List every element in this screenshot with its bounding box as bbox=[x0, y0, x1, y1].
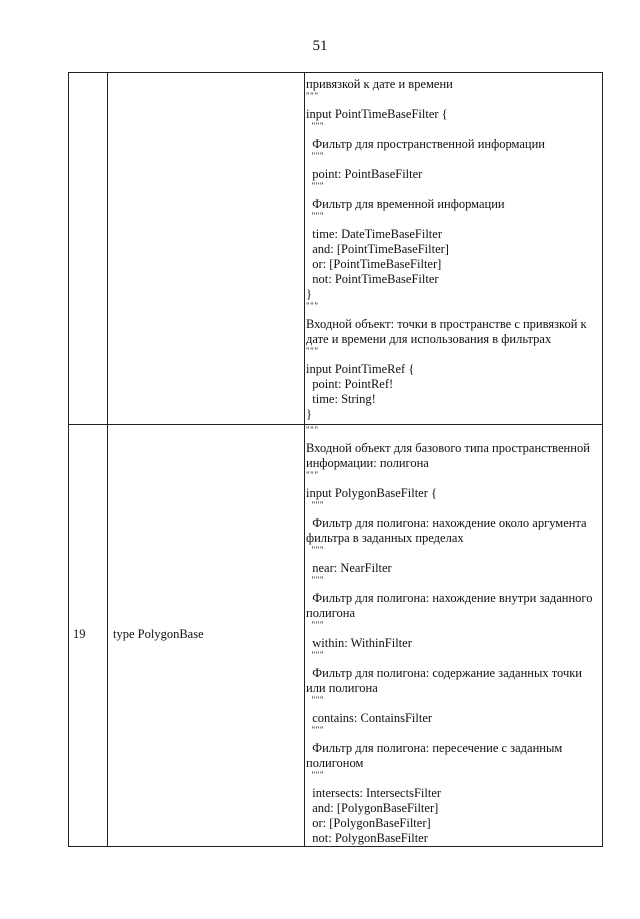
code-line: } bbox=[306, 287, 312, 301]
code-line: Фильтр для временной информации bbox=[306, 197, 505, 211]
column-divider-number bbox=[107, 73, 108, 846]
docstring-quotes: """ bbox=[306, 121, 325, 131]
page-number: 51 bbox=[312, 38, 328, 54]
docstring-quotes: """ bbox=[306, 211, 325, 221]
code-line: time: DateTimeBaseFilter bbox=[306, 227, 442, 241]
code-line: not: PointTimeBaseFilter bbox=[306, 272, 439, 286]
row-type-cell: type PolygonBase bbox=[113, 627, 204, 641]
code-line: Входной объект для базового типа пространственной информации: полигона bbox=[306, 441, 594, 470]
code-line: point: PointRef! bbox=[306, 377, 394, 391]
code-line: Фильтр для полигона: нахождение внутри заданного полигона bbox=[306, 591, 596, 620]
code-line: point: PointBaseFilter bbox=[306, 167, 423, 181]
docstring-quotes: """ bbox=[306, 181, 325, 191]
code-line: Входной объект: точки в пространстве с привязкой к дате и времени для использования в фильтрах bbox=[306, 317, 590, 346]
code-line: and: [PolygonBaseFilter] bbox=[306, 801, 439, 815]
row-number-cell: 19 bbox=[73, 627, 86, 641]
code-line: Фильтр для полигона: пересечение с заданным полигоном bbox=[306, 741, 566, 770]
docstring-quotes: """ bbox=[306, 620, 325, 630]
code-line: Фильтр для полигона: нахождение около аргумента фильтра в заданных пределах bbox=[306, 516, 590, 545]
code-line: contains: ContainsFilter bbox=[306, 711, 433, 725]
code-line: or: [PointTimeBaseFilter] bbox=[306, 257, 442, 271]
code-line: input PolygonBaseFilter { bbox=[306, 486, 437, 500]
docstring-quotes: """ bbox=[306, 500, 325, 510]
docstring-quotes: """ bbox=[306, 425, 319, 435]
code-line: near: NearFilter bbox=[306, 561, 392, 575]
code-line: time: String! bbox=[306, 392, 376, 406]
docstring-quotes: """ bbox=[306, 575, 325, 585]
code-line: Фильтр для пространственной информации bbox=[306, 137, 545, 151]
docstring-quotes: """ bbox=[306, 770, 325, 780]
code-line: Фильтр для полигона: содержание заданных точки или полигона bbox=[306, 666, 586, 695]
docstring-quotes: """ bbox=[306, 470, 319, 480]
code-line: intersects: IntersectsFilter bbox=[306, 786, 442, 800]
code-line: or: [PolygonBaseFilter] bbox=[306, 816, 431, 830]
docstring-quotes: """ bbox=[306, 650, 325, 660]
code-line: within: WithinFilter bbox=[306, 636, 412, 650]
docstring-quotes: """ bbox=[306, 695, 325, 705]
code-line: привязкой к дате и времени bbox=[306, 77, 453, 91]
docstring-quotes: """ bbox=[306, 545, 325, 555]
column-divider-type bbox=[304, 73, 305, 846]
code-cell bbox=[306, 426, 602, 846]
code-line: } bbox=[306, 407, 312, 421]
spec-table bbox=[68, 72, 603, 847]
row-divider bbox=[69, 424, 602, 425]
code-cell bbox=[306, 77, 602, 422]
docstring-quotes: """ bbox=[306, 725, 325, 735]
docstring-quotes: """ bbox=[306, 301, 319, 311]
code-line: and: [PointTimeBaseFilter] bbox=[306, 242, 449, 256]
code-line: input PointTimeBaseFilter { bbox=[306, 107, 448, 121]
docstring-quotes: """ bbox=[306, 91, 319, 101]
docstring-quotes: """ bbox=[306, 346, 319, 356]
code-line: input PointTimeRef { bbox=[306, 362, 415, 376]
docstring-quotes: """ bbox=[306, 151, 325, 161]
code-line: not: PolygonBaseFilter bbox=[306, 831, 428, 845]
